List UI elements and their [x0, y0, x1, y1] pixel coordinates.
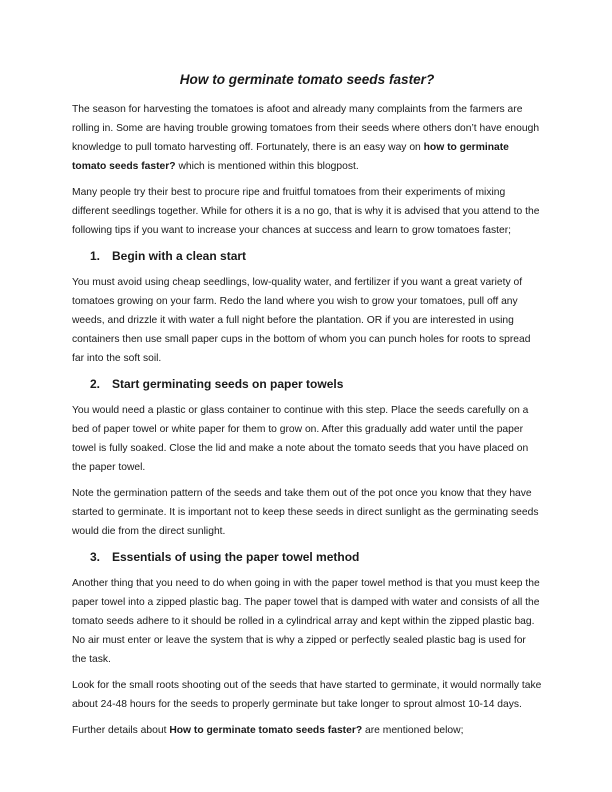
- section-number: 3.: [90, 550, 101, 564]
- section-heading-text: Essentials of using the paper towel method: [112, 550, 360, 564]
- intro-text: The season for harvesting the tomatoes is afoot and already many complaints from the farmers are rolling in. Some are having trouble growing tomatoes from their seeds where others don’t have enough knowledge to pull tomato harvesting off. Fortunately, there is an easy way on: [72, 104, 540, 153]
- section-number: 1.: [90, 249, 101, 263]
- closing-text: Further details about: [72, 725, 170, 736]
- section-2-paragraph-2: Note the germination pattern of the seeds and take them out of the pot once you know that they have started to germinate. It is important not to keep these seeds in direct sunlight as the germinating seeds would die from the direct sunlight.: [72, 488, 539, 537]
- section-3-paragraph-1: Another thing that you need to do when going in with the paper towel method is that you must keep the paper towel into a zipped plastic bag. The paper towel that is damped with water and consists of all the tomato seeds adhere to it should be rolled in a cylindrical array and kept within the zipped plastic bag. No air must enter or leave the system that is why a zipped or perfectly sealed plastic bag is used for the task.: [72, 578, 540, 665]
- section-2-paragraph-1: You would need a plastic or glass container to continue with this step. Place the seeds carefully on a bed of paper towel or white paper for them to grow on. After this gradually add water until the paper towel is fully soaked. Close the lid and make a note about the tomato seeds that you have placed on the paper towel.: [72, 405, 529, 473]
- closing-bold-phrase: How to germinate tomato seeds faster?: [169, 725, 363, 736]
- section-heading-text: Start germinating seeds on paper towels: [112, 377, 344, 391]
- section-heading-3: [90, 548, 542, 566]
- section-3-paragraph-2: Look for the small roots shooting out of the seeds that have started to germinate, it would normally take about 24-48 hours for the seeds to properly germinate but take longer to sprout almost 10-14 days.: [72, 680, 542, 710]
- intro-bold-phrase: how to germinate tomato seeds faster?: [72, 142, 509, 172]
- section-1-paragraph-1: You must avoid using cheap seedlings, low-quality water, and fertilizer if you want a great variety of tomatoes growing on your farm. Redo the land where you wish to grow your tomatoes, pull off any weeds, and drizzle it with water a full night before the plantation. OR if you are interested in using containers then use small paper cups in the bottom of whom you can punch holes for roots to spread far into the soft soil.: [72, 277, 531, 364]
- intro-paragraph-1: [72, 100, 542, 176]
- intro-tail: which is mentioned within this blogpost.: [175, 161, 359, 172]
- page-title: How to germinate tomato seeds faster?: [179, 72, 435, 87]
- closing-tail: are mentioned below;: [362, 725, 464, 736]
- section-heading-2: [90, 375, 542, 393]
- section-heading-1: [90, 247, 542, 265]
- section-heading-text: Begin with a clean start: [112, 249, 247, 263]
- closing-paragraph: [72, 721, 542, 740]
- section-number: 2.: [90, 377, 101, 391]
- intro-paragraph-2: Many people try their best to procure ripe and fruitful tomatoes from their experiments of mixing different seedlings together. While for others it is a no go, that is why it is advised that you attend to the following tips if you want to increase your chances at success and learn to grow tomatoes faster;: [72, 187, 540, 236]
